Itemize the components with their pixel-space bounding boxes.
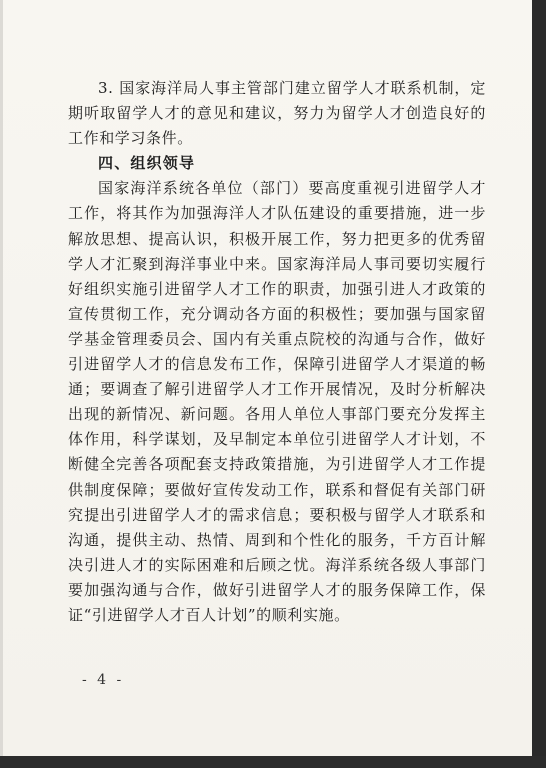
page-number: - 4 - <box>82 672 125 688</box>
scan-edge-bottom <box>0 756 546 768</box>
paragraph-organization-leadership: 国家海洋系统各单位（部门）要高度重视引进留学人才工作，将其作为加强海洋人才队伍建设的重要措施，进一步解放思想、提高认识，积极开展工作，努力把更多的优秀留学人才汇聚到海洋事业中来。国家海洋局人事司要切实履行好组织实施引进留学人才工作的职责，加强引进人才政策的宣传贯彻工作，充分调动各方面的积极性；要加强与国家留学基金管理委员会、国内有关重点院校的沟通与合作，做好引进留学人才的信息发布工作，保障引进留学人才渠道的畅通；要调查了解引进留学人才工作开展情况，及时分析解决出现的新情况、新问题。各用人单位人事部门要充分发挥主体作用，科学谋划，及早制定本单位引进留学人才计划，不断健全完善各项配套支持政策措施，为引进留学人才工作提供制度保障；要做好宣传发动工作，联系和督促有关部门研究提出引进留学人才的需求信息；要积极与留学人才联系和沟通，提供主动、热情、周到和个性化的服务，千方百计解决引进人才的实际困难和后顾之忧。海洋系统各级人事部门要加强沟通与合作，做好引进留学人才的服务保障工作，保证“引进留学人才百人计划”的顺利实施。 <box>68 179 486 624</box>
paragraph-item-3: 3. 国家海洋局人事主管部门建立留学人才联系机制，定期听取留学人才的意见和建议，努力为留学人才创造良好的工作和学习条件。 <box>68 79 486 148</box>
scan-edge-left <box>0 0 3 768</box>
document-body <box>68 76 486 628</box>
scan-edge-right <box>532 0 546 768</box>
section-heading-organization: 四、组织领导 <box>98 154 196 173</box>
